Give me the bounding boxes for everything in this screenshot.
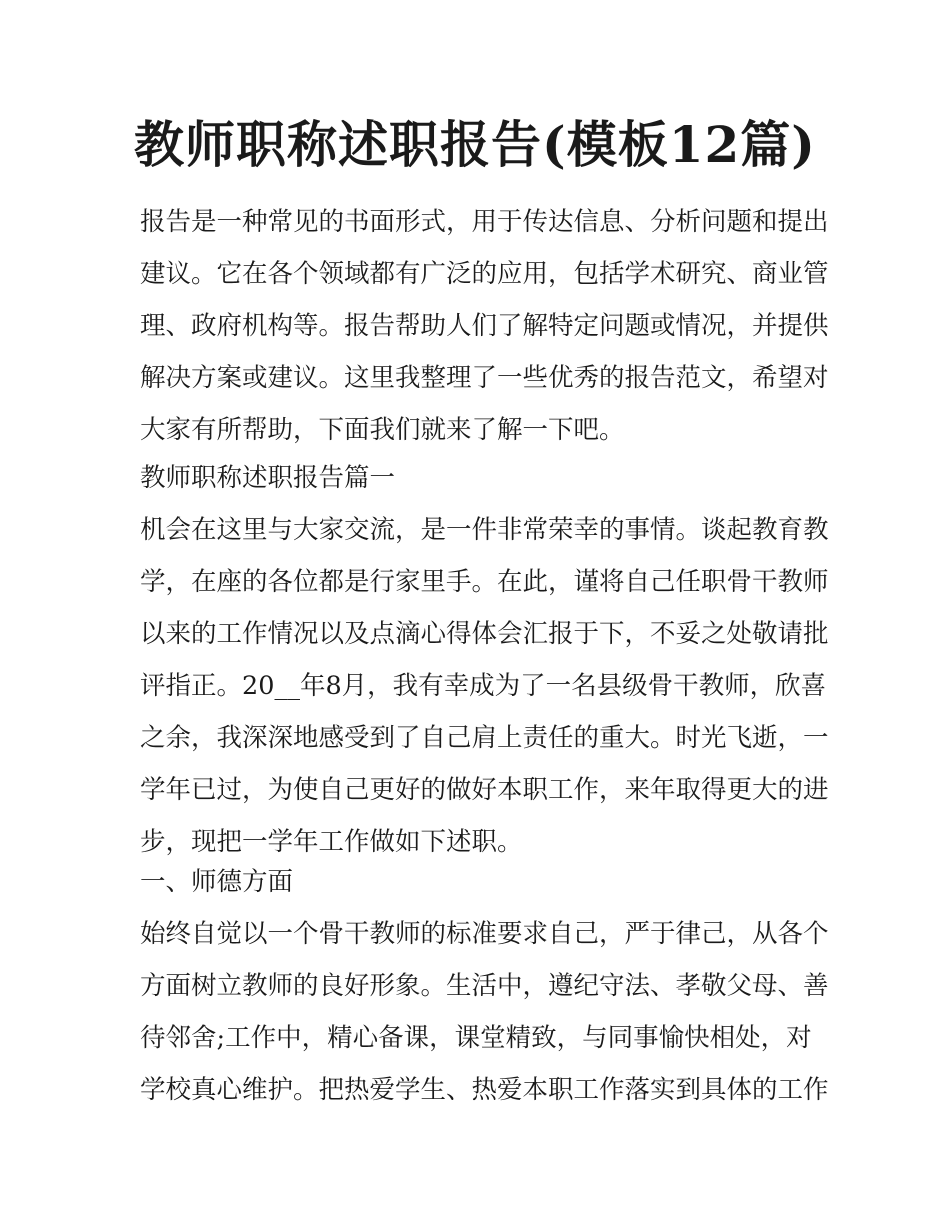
text-line: 评指正。20__年8月，我有幸成为了一名县级骨干教师，欣喜 xyxy=(140,671,827,701)
text-line: 学校真心维护。把热爱学生、热爱本职工作落实到具体的工作 xyxy=(140,1075,829,1105)
text-line: 方面树立教师的良好形象。生活中，遵纪守法、孝敬父母、善 xyxy=(140,971,829,1001)
text-line: 机会在这里与大家交流，是一件非常荣幸的事情。谈起教育教 xyxy=(140,515,829,545)
text-line: 以来的工作情况以及点滴心得体会汇报于下，不妥之处敬请批 xyxy=(140,619,829,649)
paragraph-2 xyxy=(140,908,829,1116)
text-line: 解决方案或建议。这里我整理了一些优秀的报告范文，希望对 xyxy=(140,363,829,393)
text-line: 大家有所帮助，下面我们就来了解一下吧。 xyxy=(140,415,625,445)
text-line: 之余，我深深地感受到了自己肩上责任的重大。时光飞逝，一 xyxy=(140,723,829,753)
text-line: 步，现把一学年工作做如下述职。 xyxy=(140,827,523,857)
section-heading: 教师职称述职报告篇一 xyxy=(140,463,396,493)
text-line: 学，在座的各位都是行家里手。在此，谨将自己任职骨干教师 xyxy=(140,567,829,597)
text-line: 始终自觉以一个骨干教师的标准要求自己，严于律己，从各个 xyxy=(140,919,829,949)
text-line: 报告是一种常见的书面形式，用于传达信息、分析问题和提出 xyxy=(140,207,829,237)
subheading: 一、师德方面 xyxy=(140,867,294,897)
text-line: 理、政府机构等。报告帮助人们了解特定问题或情况，并提供 xyxy=(140,311,829,341)
document-title: 教师职称述职报告(模板12篇) xyxy=(134,115,816,174)
paragraph-1 xyxy=(140,504,829,868)
text-line: 学年已过，为使自己更好的做好本职工作，来年取得更大的进 xyxy=(140,775,829,805)
text-line: 待邻舍;工作中，精心备课，课堂精致，与同事愉快相处，对 xyxy=(140,1023,812,1053)
text-line: 建议。它在各个领域都有广泛的应用，包括学术研究、商业管 xyxy=(140,259,829,289)
intro-paragraph xyxy=(140,196,829,456)
